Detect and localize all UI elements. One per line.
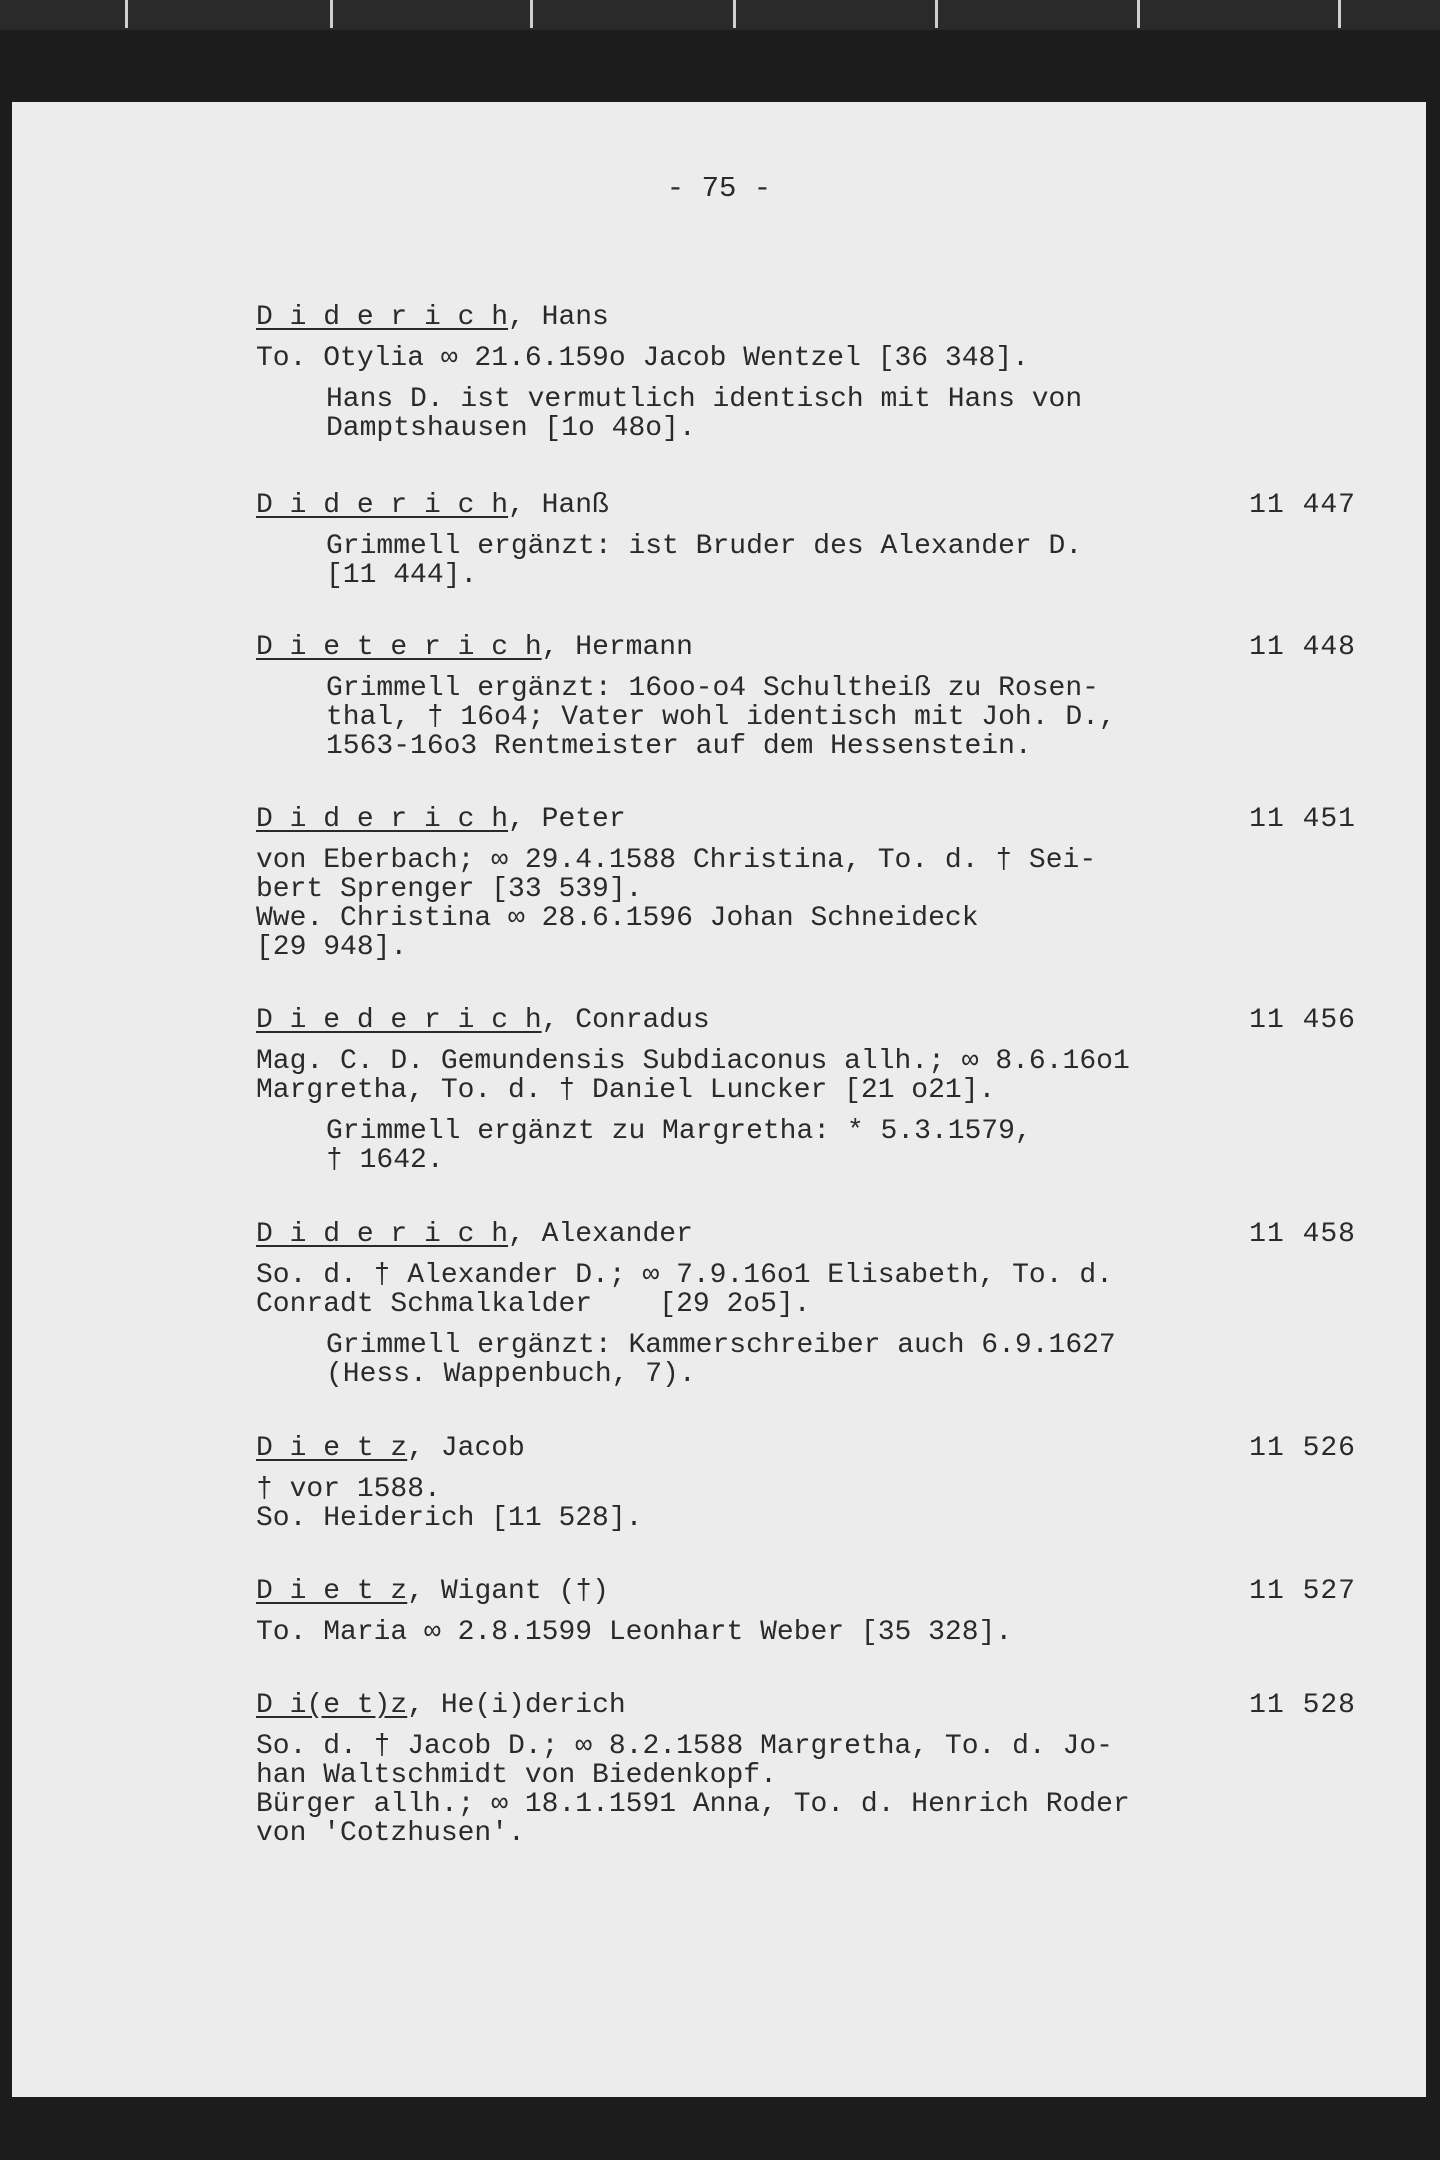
entry-heading — [256, 804, 1366, 836]
entry-heading — [256, 302, 1366, 334]
entry-line: So. d. † Alexander D.; ∞ 7.9.16o1 Elisabeth, To. d. — [256, 1260, 1113, 1291]
entry-surname: D i d e r i c h — [256, 1219, 509, 1250]
register-entry — [256, 302, 1366, 443]
entry-given-name: , Hanß — [508, 490, 609, 521]
register-entry — [256, 1005, 1366, 1175]
entry-number: 11 447 — [1249, 490, 1356, 521]
entry-number: 11 451 — [1249, 804, 1356, 835]
film-edge-mark — [530, 0, 533, 28]
register-entry — [256, 1576, 1366, 1647]
entry-note-line: [11 444]. — [326, 560, 478, 591]
entry-line: Bürger allh.; ∞ 18.1.1591 Anna, To. d. Henrich Roder — [256, 1789, 1130, 1820]
entry-heading — [256, 490, 1366, 522]
entry-line: Margretha, To. d. † Daniel Luncker [21 o21]. — [256, 1075, 996, 1106]
entry-number: 11 527 — [1249, 1576, 1356, 1607]
entry-given-name: , He(i)derich — [407, 1690, 626, 1721]
entry-surname: D i e t z — [256, 1433, 408, 1464]
entry-number: 11 456 — [1249, 1005, 1356, 1036]
entry-note-line: 1563-16o3 Rentmeister auf dem Hessenstein. — [326, 731, 1032, 762]
entry-heading — [256, 1690, 1366, 1722]
entry-note-line: Hans D. ist vermutlich identisch mit Hans von — [326, 384, 1083, 415]
entry-line: bert Sprenger [33 539]. — [256, 874, 643, 905]
entry-heading — [256, 1005, 1366, 1037]
entry-line: Conradt Schmalkalder [29 2o5]. — [256, 1289, 811, 1320]
entry-line: So. Heiderich [11 528]. — [256, 1503, 643, 1534]
entry-surname: D i e d e r i c h — [256, 1005, 542, 1036]
register-entry — [256, 1690, 1366, 1848]
entry-number: 11 526 — [1249, 1433, 1356, 1464]
film-edge-mark — [125, 0, 128, 28]
entry-note-line: (Hess. Wappenbuch, 7). — [326, 1359, 696, 1390]
register-entry — [256, 490, 1366, 590]
entry-line: han Waltschmidt von Biedenkopf. — [256, 1760, 777, 1791]
entry-number: 11 458 — [1249, 1219, 1356, 1250]
film-edge-mark — [935, 0, 938, 28]
entry-note-line: Grimmell ergänzt: 16oo-o4 Schultheiß zu Rosen- — [326, 673, 1099, 704]
entry-line: To. Otylia ∞ 21.6.159o Jacob Wentzel [36 348]. — [256, 343, 1029, 374]
entry-heading — [256, 1576, 1366, 1608]
entry-line: † vor 1588. — [256, 1474, 441, 1505]
entry-given-name: , Alexander — [508, 1219, 693, 1250]
entry-surname: D i d e r i c h — [256, 302, 509, 333]
entry-line: To. Maria ∞ 2.8.1599 Leonhart Weber [35 328]. — [256, 1617, 1013, 1648]
register-entry — [256, 632, 1366, 761]
entry-note-line: thal, † 16o4; Vater wohl identisch mit Joh. D., — [326, 702, 1116, 733]
entry-note-line: Grimmell ergänzt: ist Bruder des Alexander D. — [326, 531, 1083, 562]
entry-heading — [256, 632, 1366, 664]
entry-line: Mag. C. D. Gemundensis Subdiaconus allh.; ∞ 8.6.16o1 — [256, 1046, 1130, 1077]
entry-given-name: , Hans — [508, 302, 609, 333]
film-edge-mark — [1338, 0, 1341, 28]
film-edge-mark — [1137, 0, 1140, 28]
entry-given-name: , Peter — [508, 804, 626, 835]
entry-number: 11 528 — [1249, 1690, 1356, 1721]
entry-heading — [256, 1433, 1366, 1465]
register-entry — [256, 1433, 1366, 1533]
entry-given-name: , Jacob — [407, 1433, 525, 1464]
register-entry — [256, 804, 1366, 962]
entry-line: von 'Cotzhusen'. — [256, 1818, 525, 1849]
entry-line: Wwe. Christina ∞ 28.6.1596 Johan Schneideck — [256, 903, 979, 934]
page-number: - 75 - — [666, 172, 772, 205]
entry-line: von Eberbach; ∞ 29.4.1588 Christina, To. d. † Sei- — [256, 845, 1097, 876]
entry-surname: D i e t z — [256, 1576, 408, 1607]
entry-note-line: Damptshausen [1o 48o]. — [326, 413, 696, 444]
entry-surname: D i e t e r i c h — [256, 632, 542, 663]
entry-surname: D i(e t)z — [256, 1690, 408, 1721]
entry-note-line: Grimmell ergänzt zu Margretha: * 5.3.1579, — [326, 1116, 1032, 1147]
entry-surname: D i d e r i c h — [256, 490, 509, 521]
film-edge-mark — [330, 0, 333, 28]
document-page — [12, 102, 1426, 2097]
film-edge-mark — [733, 0, 736, 28]
entry-number: 11 448 — [1249, 632, 1356, 663]
film-strip-edge — [0, 0, 1440, 30]
entry-heading — [256, 1219, 1366, 1251]
entry-note-line: † 1642. — [326, 1145, 444, 1176]
entry-given-name: , Hermann — [541, 632, 693, 663]
register-entry — [256, 1219, 1366, 1389]
entry-note-line: Grimmell ergänzt: Kammerschreiber auch 6.9.1627 — [326, 1330, 1116, 1361]
entry-given-name: , Conradus — [541, 1005, 710, 1036]
entry-surname: D i d e r i c h — [256, 804, 509, 835]
entry-line: So. d. † Jacob D.; ∞ 8.2.1588 Margretha, To. d. Jo- — [256, 1731, 1113, 1762]
entry-given-name: , Wigant (†) — [407, 1576, 609, 1607]
entry-line: [29 948]. — [256, 932, 408, 963]
